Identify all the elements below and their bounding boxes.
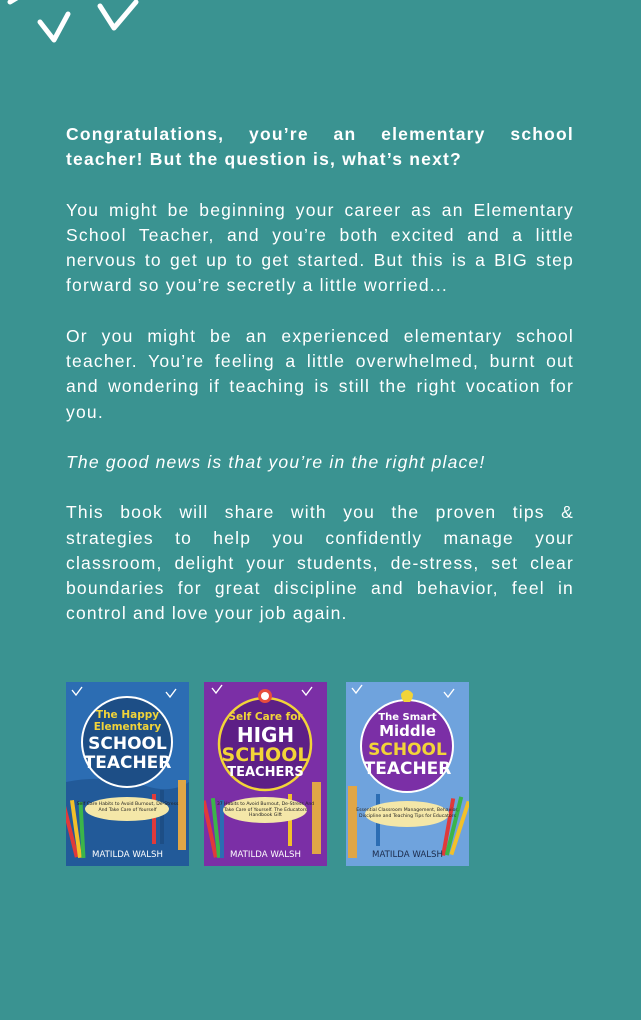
book1-line3: SCHOOL [88, 734, 167, 754]
intro-good-news: The good news is that you’re in the right place! [66, 451, 486, 472]
intro-paragraph-new-teacher: You might be beginning your career as an Elementary School Teacher, and you’re both excited and a little nervous to get up to get started. But this is a BIG step forward so you’re secretly a little worried... [66, 199, 574, 296]
checkmark-doodles-icon [0, 0, 160, 50]
intro-heading: Congratulations, you’re an elementary school teacher! But the question is, what’s next? [66, 124, 574, 170]
book3-author: MATILDA WALSH [372, 850, 443, 860]
book2-subtitle: 37 Habits to Avoid Burnout, De-Stress And Take Care of Yourself. The Educators Handbook Gift [216, 802, 315, 819]
book2-line1: Self Care for [228, 711, 303, 723]
intro-text [66, 122, 574, 652]
book-cover-high-school[interactable] [204, 682, 327, 866]
book1-line2: Elementary [93, 721, 162, 733]
book3-line2: Middle [379, 722, 436, 740]
book1-line4: TEACHER [83, 753, 172, 773]
book2-author: MATILDA WALSH [230, 850, 301, 860]
book3-line1: The Smart [378, 712, 437, 723]
book-cover-middle-school[interactable] [346, 682, 469, 866]
book3-line3: SCHOOL [368, 740, 447, 760]
book2-line3: SCHOOL [221, 744, 310, 766]
book2-line4: TEACHERS [227, 765, 304, 780]
book1-author: MATILDA WALSH [92, 850, 163, 860]
intro-paragraph-experienced-teacher: Or you might be an experienced elementary school teacher. You’re feeling a little overwhelmed, burnt out and wondering if teaching is still the right vocation for you. [66, 325, 574, 422]
book1-line1: The Happy [95, 709, 160, 721]
book3-line4: TEACHER [363, 759, 452, 779]
book-cover-happy-elementary[interactable] [66, 682, 189, 866]
intro-paragraph-book-promise: This book will share with you the proven tips & strategies to help you confidently manage your classroom, delight your students, de-stress, set clear boundaries for great discipline and behavior, feel in control and love your job again. [66, 502, 574, 624]
book3-subtitle: Essential Classroom Management, Behavior, Discipline and Teaching Tips for Educators [356, 808, 459, 819]
book2-line2: HIGH [236, 723, 295, 747]
book1-subtitle: Self Care Habits to Avoid Burnout, De-Stress And Take Care of Yourself [76, 802, 179, 813]
